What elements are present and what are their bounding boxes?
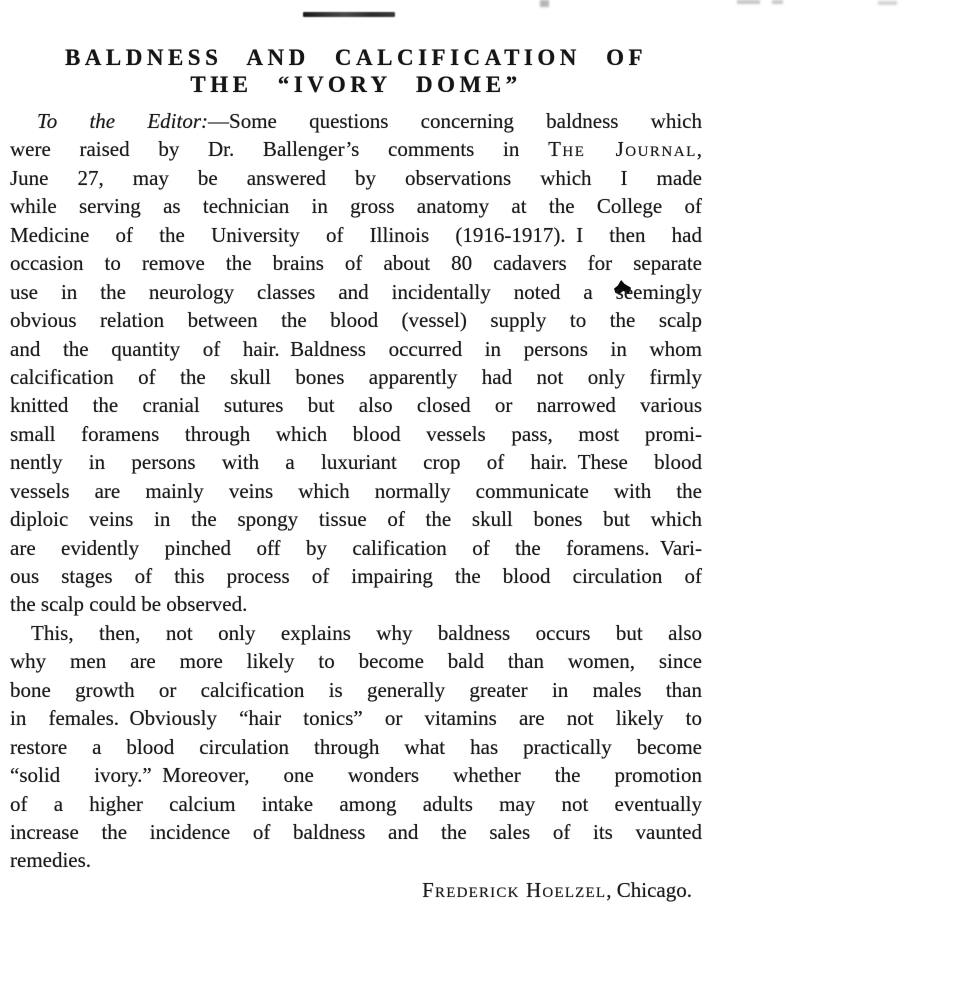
letter-title-line1: BALDNESS AND CALCIFICATION OF [64, 45, 648, 70]
letter-title-line2: THE “IVORY DOME” [190, 72, 522, 97]
edge-smudge-artifact [878, 1, 897, 5]
text-line: while serving as technician in gross anatomy at the College of [10, 194, 702, 219]
text-run: —Some questions concerning baldness which [208, 109, 702, 133]
text-run: , [696, 137, 702, 162]
letter-title [10, 44, 702, 98]
text-line: increase the incidence of baldness and the sales of its vaunted [10, 819, 702, 844]
paragraph-2 [10, 619, 702, 875]
edge-smudge-artifact [737, 0, 760, 4]
text-line: use in the neurology classes and incidentally noted a seemingly [10, 279, 702, 304]
text-line: small foramens through which blood vessels pass, most promi- [10, 421, 702, 446]
text-line: why men are more likely to become bald than women, since [10, 649, 702, 674]
text-line: June 27, may be answered by observations which I made [10, 165, 702, 190]
text-line: This, then, not only explains why baldness occurs but also [31, 620, 702, 645]
text-line: ous stages of this process of impairing the blood circulation of [10, 564, 702, 588]
signature-location: , Chicago. [606, 877, 692, 902]
text-line [10, 107, 702, 135]
salutation: To the Editor: [37, 109, 209, 133]
signature-line [10, 876, 702, 904]
letter-column [10, 44, 702, 904]
paragraph-1 [10, 107, 702, 619]
text-run: were raised by Dr. Ballenger’s comments in [10, 137, 549, 162]
text-line: of a higher calcium intake among adults may not eventually [10, 791, 702, 816]
text-line: in females. Obviously “hair tonics” or vitamins are not likely to [10, 706, 702, 731]
text-line: are evidently pinched off by calification of the foramens. Vari- [10, 535, 702, 560]
ink-strike-artifact [303, 12, 395, 17]
text-line: the scalp could be observed. [10, 592, 248, 617]
text-line: and the quantity of hair. Baldness occurred in persons in whom [10, 336, 702, 361]
edge-smudge-artifact [772, 0, 783, 4]
text-line: obvious relation between the blood (vessel) supply to the scalp [10, 308, 702, 333]
text-line: “solid ivory.” Moreover, one wonders whether the promotion [10, 763, 702, 788]
journal-name: The Journal [548, 137, 697, 162]
edge-smudge-artifact [540, 0, 549, 7]
text-line: remedies. [10, 848, 92, 873]
text-line: restore a blood circulation through what has practically become [10, 734, 702, 759]
signature-name: Frederick Hoelzel [422, 877, 607, 902]
letter-body [10, 107, 702, 904]
text-line: calcification of the skull bones apparently had not only firmly [10, 364, 702, 389]
text-line: diploic veins in the spongy tissue of the skull bones but which [10, 507, 702, 532]
text-line: Medicine of the University of Illinois (1916-1917). I then had [10, 222, 702, 247]
text-line: nently in persons with a luxuriant crop of hair. These blood [10, 450, 702, 475]
text-line: occasion to remove the brains of about 80 cadavers for separate [10, 251, 702, 276]
text-line [10, 135, 702, 163]
text-line: bone growth or calcification is generally greater in males than [10, 677, 702, 702]
paragraph-2-lines [10, 619, 702, 875]
text-line: vessels are mainly veins which normally communicate with the [10, 478, 702, 503]
paragraph-1-lines [10, 164, 702, 619]
text-line: knitted the cranial sutures but also closed or narrowed various [10, 393, 702, 418]
